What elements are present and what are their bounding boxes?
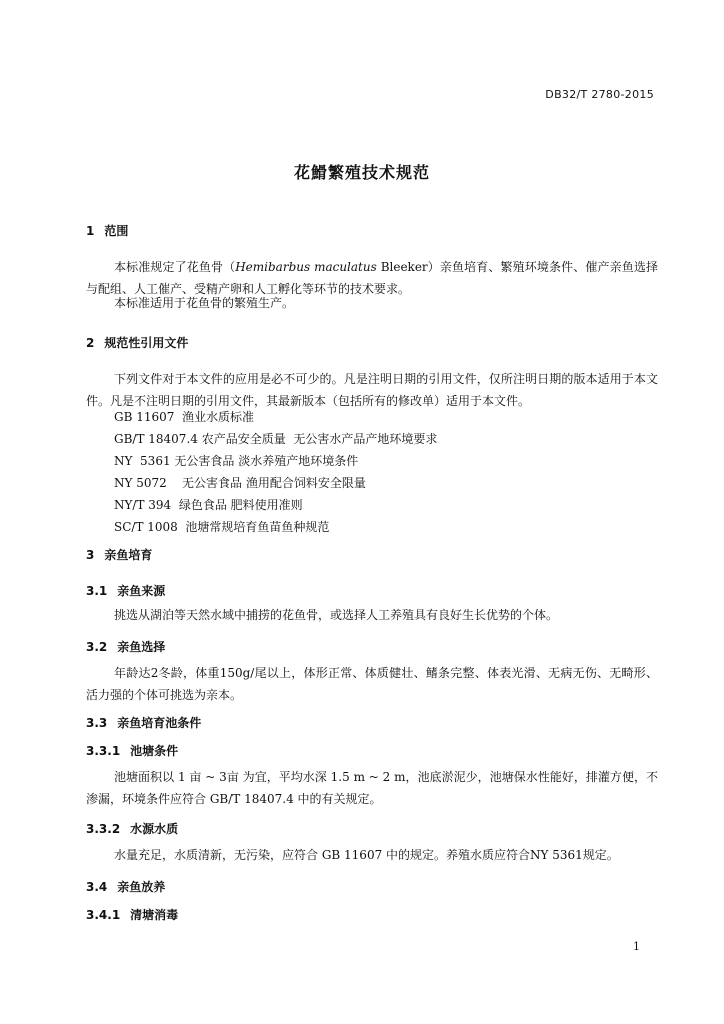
section-3-3-2-heading [86, 820, 178, 837]
section-number: 3.3.1 [86, 744, 121, 758]
reference-item: GB 11607 渔业水质标准 [114, 410, 255, 424]
section-3-1-paragraph: 挑选从湖泊等天然水域中捕捞的花鱼骨，或选择人工养殖具有良好生长优势的个体。 [114, 608, 559, 622]
page-number: 1 [633, 940, 640, 953]
section-3-2-paragraph: 年龄达2冬龄，体重150g/尾以上，体形正常、体质健壮、鳍条完整、体表光滑、无病无伤、无畸形、活力强的个体可挑选为亲本。 [86, 666, 658, 702]
section-number: 2 [86, 336, 95, 350]
section-number: 3.4 [86, 880, 108, 894]
section-2-heading [86, 334, 188, 351]
reference-item: NY 5361 无公害食品 淡水养殖产地环境条件 [114, 454, 359, 468]
section-title: 亲鱼培育 [104, 548, 153, 562]
section-1-paragraph-2: 本标准适用于花鱼骨的繁殖生产。 [114, 296, 295, 310]
section-3-4-1-heading [86, 906, 178, 923]
reference-item: NY/T 394 绿色食品 肥料使用准则 [114, 498, 303, 512]
section-3-2-heading [86, 638, 165, 655]
section-title: 清塘消毒 [130, 908, 179, 922]
text-run: Bleeker）亲鱼培育、繁殖环境条件、催产亲鱼选择与配组、人工催产、受精产卵和人工孵化等环节的技术要求。 [86, 260, 658, 296]
section-3-1-heading [86, 582, 165, 599]
section-title: 规范性引用文件 [104, 336, 189, 350]
reference-item: NY 5072 无公害食品 渔用配合饲料安全限量 [114, 476, 366, 490]
section-number: 3.4.1 [86, 908, 121, 922]
section-title: 亲鱼培育池条件 [117, 716, 202, 730]
section-number: 3.1 [86, 584, 108, 598]
section-2-paragraph: 下列文件对于本文件的应用是必不可少的。凡是注明日期的引用文件，仅所注明日期的版本适用于本文件。凡是不注明日期的引用文件，其最新版本（包括所有的修改单）适用于本文件。 [86, 372, 658, 408]
section-title: 池塘条件 [130, 744, 179, 758]
reference-item: GB/T 18407.4 农产品安全质量 无公害水产品产地环境要求 [114, 432, 438, 446]
section-number: 3.2 [86, 640, 108, 654]
section-number: 3.3.2 [86, 822, 121, 836]
text-run: 本标准规定了花鱼骨（ [114, 260, 236, 274]
section-3-3-1-heading [86, 742, 178, 759]
latin-name: Hemibarbus maculatus [235, 260, 377, 274]
section-number: 1 [86, 224, 95, 238]
document-title: 花䱻繁殖技术规范 [293, 163, 430, 182]
section-title: 亲鱼放养 [117, 880, 166, 894]
section-title: 亲鱼来源 [117, 584, 166, 598]
section-title: 范围 [104, 224, 129, 238]
section-3-4-heading [86, 878, 165, 895]
section-title: 水源水质 [130, 822, 179, 836]
section-3-3-heading [86, 714, 201, 731]
document-number: DB32/T 2780-2015 [545, 88, 654, 101]
section-title: 亲鱼选择 [117, 640, 166, 654]
section-number: 3.3 [86, 716, 108, 730]
section-3-3-1-paragraph: 池塘面积以 1 亩 ~ 3亩 为宜，平均水深 1.5 m ~ 2 m，池底淤泥少，池塘保水性能好，排灌方便，不渗漏，环境条件应符合 GB/T 18407.4 中的有关规定。 [86, 770, 658, 806]
section-1-heading [86, 222, 128, 239]
reference-item: SC/T 1008 池塘常规培育鱼苗鱼种规范 [114, 520, 330, 534]
section-number: 3 [86, 548, 95, 562]
section-3-3-2-paragraph: 水量充足，水质清新，无污染，应符合 GB 11607 中的规定。养殖水质应符合NY 5361规定。 [114, 848, 619, 862]
section-3-heading [86, 546, 152, 563]
